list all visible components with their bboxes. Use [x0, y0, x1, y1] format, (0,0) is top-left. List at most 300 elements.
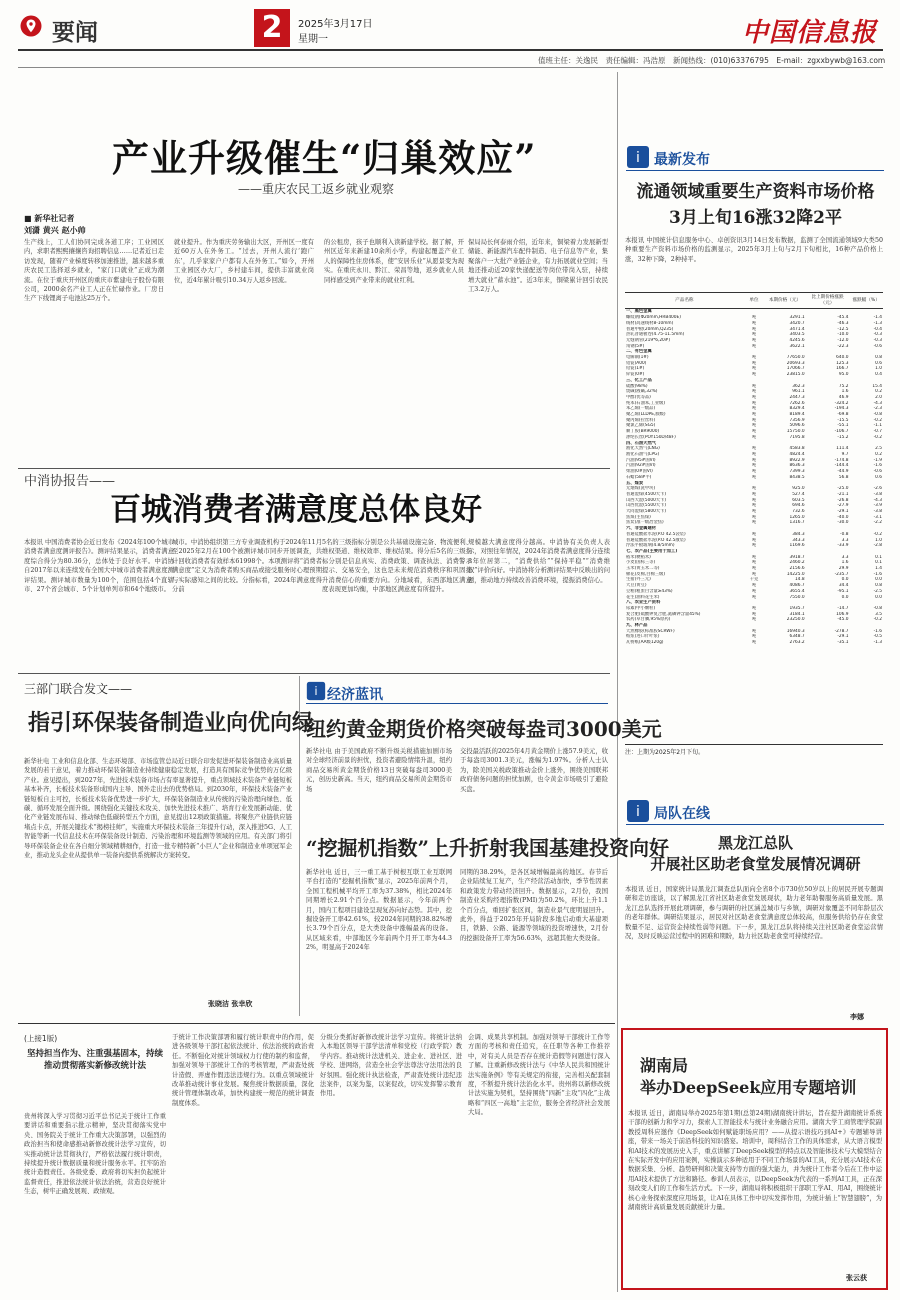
cell-change: -10.0	[837, 332, 849, 338]
cell-change: -22.3	[837, 343, 849, 349]
cell-unit: 吨	[751, 343, 757, 349]
cell-unit: 吨	[751, 588, 757, 594]
cell-change: 106.9	[836, 611, 849, 617]
cell-pct: -1.3	[873, 320, 882, 326]
cell-pct: -0.8	[873, 605, 882, 611]
cell-price: 4824.4	[789, 451, 805, 457]
cell-unit: 吨	[751, 531, 757, 537]
cell-pct: -3.1	[873, 514, 882, 520]
cell-price: 1316.7	[789, 520, 805, 526]
cell-change: 56.8	[838, 474, 849, 480]
cell-pct: 0.8	[875, 583, 882, 589]
svg-text:i: i	[636, 804, 640, 820]
cell-unit: 吨	[751, 406, 757, 412]
cell-change: -21.1	[837, 491, 849, 497]
cell-product: 花生(油料花生米)	[626, 594, 660, 600]
cell-price: 4245.6	[789, 337, 805, 343]
col-unit: 单位	[744, 293, 765, 309]
cell-price: 3291.1	[789, 315, 805, 321]
cell-change: -324.2	[834, 400, 849, 406]
cell-product: 热轧普通板卷(4.75-11.5mm)	[626, 332, 685, 338]
cell-unit: 吨	[751, 514, 757, 520]
cell-price: 23250.0	[786, 617, 805, 623]
price-table-note: 注：上期为2025年2月下旬。	[625, 749, 705, 756]
cell-price: 4086.7	[789, 583, 805, 589]
cell-change: -27.9	[837, 503, 849, 509]
price-table-row	[625, 321, 883, 327]
excavator-column-1: 新华社电 近日，三一重工基于树根互联工业互联网平台打造的“挖掘机指数”显示，2025年前两个月，全国工程机械平均开工率为37.38%，相比2024年同期增长2.91个百分点。数据显示，今年前两个月，国内工程项目建设呈现复苏向好态势。其中，挖掘设备开工率42.61%，较2024年同期的38.82%增长3.79个百分点，是大类设备中涨幅最高的设备。从区域来看，中部地区今年前两个月开工率为44.32%，明显高于2024年	[306, 869, 452, 952]
cell-pct: -2.8	[873, 543, 882, 549]
cca-column-4: 规模越大满意度得分越高。中消协有关负责人表示，对照往年情况，2024年消费者满意度得分连续8年位居第二，“消费供给”“保持平稳”“消费维权”评价向好。中消协将分析测评结果中反映出的问题，推动地方持续改善消费环境，提振消费信心。	[468, 539, 610, 584]
ribbon-team-online: 局队在线	[654, 806, 710, 822]
cell-change: -174.8	[834, 457, 849, 463]
cell-price: 16940.3	[786, 628, 805, 634]
cell-pct: 1.0	[875, 366, 882, 372]
cell-price: 8438.5	[789, 474, 805, 480]
hlj-headline-1: 黑龙江总队	[717, 834, 793, 852]
lead-column-3: 的公租房，孩子也顺利入读新建学校。据了解，开州区近年来新建10余所小学，构建起覆盖产业工人的保障性住房体系，使“安居乐业”从愿景变为现实。在重庆永川、黔江、荣昌等地，返乡就业人员同样感受到产业带来的就业红利。	[324, 239, 464, 284]
cell-product: 汽油(92#国VI)	[626, 463, 656, 469]
price-table-row	[625, 315, 883, 321]
cell-pct: -2.2	[873, 520, 882, 526]
cell-product: 四、石油天然气	[626, 440, 657, 446]
page-number: 2	[254, 9, 290, 47]
economy-rule	[306, 703, 608, 704]
cell-price: 732.6	[792, 509, 805, 515]
cell-product: 铝锭(A00)	[626, 360, 647, 366]
cell-unit: 吨	[751, 474, 757, 480]
lead-column-4: 保局局长何泰雨介绍，近年来，铜梁着力发展新型储能、新能源汽车配件制造、电子信息等产业，集聚落户一大批产业链企业，有力拓展就业空间；当地还推动近20家快递配送等岗位带岗入驻，持续增大就业“蓄水池”。近3年来，铜梁累计回引农民工3.2万人。	[468, 239, 608, 294]
cell-pct: -0.3	[873, 337, 882, 343]
cell-change: 111.4	[836, 446, 849, 452]
cell-product: 聚氯乙烯(SG5)	[626, 423, 656, 429]
cell-product: 焦煤(主焦煤)	[626, 514, 651, 520]
cell-unit: 吨	[751, 509, 757, 515]
cell-change: -144.4	[834, 463, 849, 469]
tri-headline: 指引环保装备制造业向优向绿	[28, 710, 315, 736]
cell-product: 甲醇(优等品)	[626, 394, 651, 400]
cell-product: 九、林产品	[626, 623, 648, 629]
cell-pct: 0.2	[875, 451, 882, 457]
cell-price: 8922.9	[789, 457, 805, 463]
cell-product: 玉米(黄玉米二等)	[626, 566, 660, 572]
cell-pct: -3.9	[873, 503, 882, 509]
cell-unit: 吨	[751, 315, 757, 321]
byline-reporters: 刘潇 黄兴 赵小帅	[24, 226, 86, 235]
newspaper-logo: 中国信息报	[742, 18, 878, 48]
section-rule-1	[18, 468, 610, 469]
cell-price: 2447.3	[789, 394, 805, 400]
cell-change: -30.0	[837, 520, 849, 526]
cell-price: 8189.4	[789, 412, 805, 418]
cell-product: 硫酸(98%)	[626, 383, 648, 389]
cell-price: 2460.2	[789, 560, 805, 566]
cell-product: 纸浆(进口针叶浆)	[626, 634, 660, 640]
lead-subtitle: ——重庆农民工返乡就业观察	[238, 182, 395, 196]
issue-date: 2025年3月17日	[298, 19, 373, 30]
cell-price: 5096.6	[789, 423, 805, 429]
excavator-headline: “挖掘机指数”上升折射我国基建投资向好	[306, 836, 670, 860]
cell-price: 3471.4	[789, 326, 805, 332]
cell-change: -29.1	[837, 509, 849, 515]
cell-change: -95.1	[837, 588, 849, 594]
cell-unit: 吨	[751, 628, 757, 634]
cell-unit: 吨	[751, 394, 757, 400]
cell-pct: -1.4	[873, 315, 882, 321]
cell-product: 八、农业生产资料	[626, 600, 661, 606]
team-online-icon	[626, 799, 650, 823]
cell-price: 6348.7	[789, 634, 805, 640]
cell-change: -29.1	[837, 634, 849, 640]
price-table	[625, 292, 883, 646]
cell-unit: 吨	[751, 469, 757, 475]
cell-product: 复合肥(硫酸钾复合肥,氮磷钾含量45%)	[626, 611, 701, 617]
economy-news-icon	[306, 681, 326, 701]
cell-unit: 吨	[751, 605, 757, 611]
cell-price: 527.4	[792, 491, 805, 497]
ribbon-rule-2	[626, 824, 884, 825]
cell-pct: 0.0	[875, 577, 882, 583]
cell-price: 77650.0	[786, 355, 805, 361]
cell-unit: 吨	[751, 366, 757, 372]
cell-pct: -1.9	[873, 457, 882, 463]
cell-product: 纯苯(石油苯,工业级)	[626, 400, 666, 406]
cell-price: 3403.5	[789, 332, 805, 338]
gold-headline: 纽约黄金期货价格突破每盎司3000美元	[306, 717, 662, 741]
cell-price: 7195.8	[789, 434, 805, 440]
cell-product: 一、黑色金属	[626, 309, 652, 315]
cell-product: 无烟煤(洗中块)	[626, 486, 656, 492]
cell-price: 7550.0	[789, 594, 805, 600]
cell-pct: -0.5	[873, 634, 882, 640]
continued-column-3: 分级分类抓好新修改统计法学习宣传。将统计法纳入本地区领导干部学法清单和党校（行政学院）教学内容。推动统计法进机关、进企业、进社区、进学校、进网络，营造全社会学法尊法守法用法的良好氛围。强化统计执法检查，严肃查处统计违纪违法案件，以案为鉴，以案促改，切实发挥警示教育作用。	[320, 1034, 462, 1098]
cell-change: -12.0	[837, 337, 849, 343]
cell-product: 液化天然气(LNG)	[626, 446, 660, 452]
price-table-row	[625, 509, 883, 515]
price-table-row	[625, 617, 883, 623]
cell-price: 8636.3	[789, 463, 805, 469]
cell-change: -45.0	[837, 617, 849, 623]
lead-byline	[24, 213, 86, 237]
cell-price: 362.3	[792, 383, 805, 389]
cell-product: 聚丙烯(拉丝料)	[626, 417, 656, 423]
cell-pct: -3.8	[873, 491, 882, 497]
cell-pct: 3.5	[875, 611, 882, 617]
cell-unit: 吨	[751, 560, 757, 566]
cell-product: 螺纹钢(Φ20mm,HRB400E)	[626, 315, 681, 321]
editor-credits: 值班主任：关逸民 责任编辑：冯浩原 新闻热线：(010)63376795 E-mail：zgxxbywb@163.com	[538, 56, 886, 65]
cell-price: 2763.2	[789, 640, 805, 646]
cell-unit: 千克	[749, 577, 759, 583]
cell-pct: -4.3	[873, 400, 882, 406]
cell-product: 二、有色金属	[626, 349, 652, 355]
cell-change: 1.6	[841, 389, 849, 395]
cell-pct: 2.5	[875, 446, 882, 452]
cell-price: 603.5	[792, 497, 805, 503]
cell-change: -40.0	[837, 514, 849, 520]
price-table-header	[625, 293, 883, 309]
cell-change: 0.0	[841, 577, 849, 583]
cell-unit: 吨	[751, 400, 757, 406]
cell-product: 瓦楞纸(AA级120g)	[626, 640, 664, 646]
cca-column-1: 本报讯 中国消费者协会近日发布《2024年100个城市消费者满意度测评报告》。测评结果显示，消费者满意度综合得分为80.36分，总体处于良好水平。中消协自2017年以来连续发布全国大中城市消费者满意度测评结果。测评城市数量为100个，范围包括4个直辖市、27个省会城市、5个计划单列市和64个地级市。	[24, 539, 174, 594]
cell-price: 961.1	[792, 389, 805, 395]
cell-price: 14.8	[795, 577, 805, 583]
cell-pct: -0.7	[873, 429, 882, 435]
cell-product: 稻米(粳稻米)	[626, 554, 651, 560]
header-rule	[18, 49, 883, 51]
cell-price: 7399.3	[789, 469, 805, 475]
cell-pct: 1.4	[875, 566, 882, 572]
svg-text:i: i	[636, 150, 640, 166]
cell-pct: 0.6	[875, 360, 882, 366]
svg-text:i: i	[314, 684, 318, 699]
cell-change: -44.9	[837, 469, 849, 475]
cell-unit: 吨	[751, 337, 757, 343]
cell-unit: 吨	[751, 583, 757, 589]
cell-product: 普通混煤(4500大卡)	[626, 491, 667, 497]
price-table-row	[625, 589, 883, 595]
cell-change: 3.3	[841, 537, 849, 543]
cell-unit: 吨	[751, 594, 757, 600]
cell-unit: 吨	[751, 383, 757, 389]
ribbon-rule	[626, 170, 884, 171]
cell-change: -194.3	[834, 406, 849, 412]
cell-price: 3655.4	[789, 588, 805, 594]
price-table-row	[625, 338, 883, 344]
cell-unit: 吨	[751, 491, 757, 497]
latest-release-icon	[626, 145, 650, 169]
cell-product: 焦炭(准一级冶金焦)	[626, 520, 664, 526]
lead-column-2: 就业提升。作为重庆劳务输出大区，开州区一度有近60万人在外务工。“过去，开州人流行‘跑广东’，几乎家家户户都有人在外务工。”如今，开州工业园区办大厂，乡村建车间，提供丰富就业岗位，近4年累计吸引10.34万人返乡回流。	[174, 239, 314, 284]
cell-product: 大同混煤(5800大卡)	[626, 509, 667, 515]
byline-agency: ■ 新华社记者	[24, 214, 75, 223]
cell-pct: -0.2	[873, 417, 882, 423]
hunan-headline-1: 湖南局	[640, 1056, 689, 1075]
gold-column-2: 交投最活跃的2025年4月黄金期价上涨57.9美元，收于每盎司3001.3美元，涨幅为1.97%。分析人士认为，除美国关税政策推动金价上涨外，围绕美国联邦政府债务问题的担忧加剧，也令黄金市场吸引了避险买盘。	[460, 748, 608, 793]
cell-price: 2156.6	[789, 566, 805, 572]
cell-pct: -0.2	[873, 531, 882, 537]
right-column-divider	[617, 72, 618, 1292]
cell-product: 电解铜(1#)	[626, 355, 649, 361]
issue-weekday: 星期一	[298, 34, 328, 45]
cell-pct: -0.6	[873, 343, 882, 349]
cell-change: 640.0	[836, 355, 849, 361]
cell-change: -15.2	[837, 434, 849, 440]
cell-pct: -3.8	[873, 509, 882, 515]
hlj-headline-2: 开展社区助老食堂发展情况调研	[650, 855, 861, 873]
cell-change: -69.8	[837, 412, 849, 418]
col-price: 本期价格（元）	[764, 293, 805, 309]
lead-column-1: 生产线上，工人们协同完成各道工序；工业园区内，求职者熙熙攘攘咨询招聘信息……记者近日走访发现，随着产业梯度转移加速推进，越来越多重庆农民工选择返乡就业，“家门口就业”正成为潮流。在位于重庆开州区的重庆市紫建电子股份有限公司，2000余名产业工人正在忙碌作业。厂房日生产下线锂离子电池达25万个。	[24, 239, 164, 303]
header-sub-rule	[18, 67, 883, 68]
cell-product: 五、煤炭	[626, 480, 644, 486]
continued-subhead: 坚持担当作为、注重强基固本，持续推动贯彻落实新修改统计法	[26, 1049, 163, 1071]
cell-change: -45.4	[837, 315, 849, 321]
cell-change: 29.9	[838, 566, 849, 572]
cell-pct: -0.6	[873, 469, 882, 475]
cell-change: -35.1	[837, 640, 849, 646]
cell-unit: 吨	[751, 355, 757, 361]
cell-pct: -0.8	[873, 412, 882, 418]
section-name: 要闻	[52, 19, 98, 46]
cell-product: 尿素(中小颗粒)	[626, 605, 656, 611]
cell-unit: 吨	[751, 457, 757, 463]
cell-price: 1935.7	[789, 605, 805, 611]
cell-product: 无缝钢管(219*6,20#)	[626, 337, 671, 343]
price-table-body	[625, 309, 883, 646]
cell-pct: -2.3	[873, 406, 882, 412]
cell-unit: 吨	[751, 463, 757, 469]
cell-unit: 吨	[751, 571, 757, 577]
cell-pct: 0.6	[875, 474, 882, 480]
cell-unit: 吨	[751, 326, 757, 332]
cell-price: 3184.1	[789, 611, 805, 617]
location-pin-icon	[20, 15, 42, 37]
cell-price: 3420.7	[789, 320, 805, 326]
ribbon-latest-release: 最新发布	[654, 152, 710, 168]
cell-price: 14225.0	[786, 571, 805, 577]
cell-pct: -1.6	[873, 628, 882, 634]
cell-pct: -1.1	[873, 423, 882, 429]
cell-unit: 吨	[751, 543, 757, 549]
cell-unit: 吨	[751, 451, 757, 457]
cell-unit: 吨	[751, 389, 757, 395]
cell-product: 大豆(黄豆)	[626, 583, 647, 589]
cell-pct: 0.4	[875, 372, 882, 378]
price-table-row	[625, 532, 883, 538]
gold-column-1: 新华社电 由于美国政府不断升级关税措施加剧市场对全球经济前景的担忧，投资者避险情绪升温，纽约商品交易所黄金期货价格13日突破每盎司3000美元，创历史新高。当天，纽约商品交易所黄金期货市场	[306, 748, 452, 793]
cca-headline: 百城消费者满意度总体良好	[110, 492, 482, 528]
cell-price: 23815.0	[786, 372, 805, 378]
cell-change: -14.7	[837, 605, 849, 611]
cell-product: 烧碱(液碱,32%)	[626, 389, 658, 395]
hunan-body: 本报讯 近日，湖南局举办2025年第1期(总第24期)湖南统计讲坛，旨在提升湖南统计系统干部的创新力和学习力，探索人工智能技术与统计业务融合应用。湖南大学工商管理学院副教授周科应邀作《DeepSeek如何赋能职场应用？——从提示语技巧到AI+》专题辅导讲座，带来一场关于前沿科技的知识盛宴。培训中，周科结合工作的具体需求，从大语言模型和AI技术的发展历史入手，重点讲解了DeepSeek模型的特点以及智能体技术与大模型结合在实际开发中的应用案例，实操演示多种适用于不同工作场景的AI工具，充分展示AI技术在数据采集、分析、趋势研判和决策支持等方面的强大能力，并为统计工作者今后在工作中运用AI技术提供了方法和路径。参训人员表示，以DeepSeek为代表的一系列AI工具，正在深刻改变人们的工作和生活方式。下一步，湖南局将积极组织干部职工学AI、用AI，围绕统计核心业务探索深度应用场景，让AI在具体工作中切实发挥作用，为统计插上“智慧翅膀”，为湖南统计高质量发展贡献统计力量。	[628, 1110, 882, 1212]
cell-unit: 吨	[751, 640, 757, 646]
cell-price: 4583.8	[789, 446, 805, 452]
cell-change: -46.3	[837, 320, 849, 326]
cell-product: 石蜡(58#半)	[626, 474, 652, 480]
cell-product: 柴油(0#国VI)	[626, 469, 653, 475]
cell-unit: 吨	[751, 503, 757, 509]
cell-change: 125.3	[836, 360, 849, 366]
cell-unit: 吨	[751, 434, 757, 440]
hlj-signature: 李娜	[850, 1013, 864, 1021]
lead-headline: 产业升级催生“归巢效应”	[112, 136, 537, 180]
cell-price: 1169.6	[789, 543, 805, 549]
cell-pct: -0.4	[873, 326, 882, 332]
table-bottom-rule	[625, 744, 883, 745]
cell-price: 384.3	[792, 531, 805, 537]
cell-product: 聚乙烯(LLDPE,膜级)	[626, 412, 666, 418]
cell-price: 7356.9	[789, 417, 805, 423]
continued-column-1: 贵州将深入学习贯彻习近平总书记关于统计工作重要讲话和重要指示批示精神，坚决贯彻落实党中央、国务院关于统计工作重大决策部署，以强烈的政治担当和使命感推动新修改统计法学习宣传，切实推动统计法贯彻执行，严格依法履行统计职责，持续提升统计数据质量和统计服务水平。扛牢防治统计造假责任。各级党委、政府将切实担负起统计监督责任，推进依法统计依法治统，营造良好统计生态，树牢正确发展观、政绩观。	[24, 1113, 166, 1196]
cell-unit: 吨	[751, 332, 757, 338]
cell-product: 线材(高速线材8-10mm)	[626, 320, 674, 326]
section-rule-3	[18, 1023, 615, 1024]
cell-pct: -4.3	[873, 497, 882, 503]
cell-pct: -0.2	[873, 434, 882, 440]
cell-price: 694.6	[792, 503, 805, 509]
tri-signature: 张晓洁 张幸欣	[208, 1000, 253, 1008]
cell-product: 汽油(95#国VI)	[626, 457, 656, 463]
cell-price: 15750.0	[786, 429, 805, 435]
price-table-row	[625, 520, 883, 526]
cell-unit: 吨	[751, 417, 757, 423]
price-headline-1: 流通领域重要生产资料市场价格	[636, 182, 875, 202]
cell-change: -55.1	[837, 423, 849, 429]
cell-product: 普通中板(20mm,Q235)	[626, 326, 674, 332]
cell-unit: 吨	[751, 537, 757, 543]
cell-change: -25.0	[837, 486, 849, 492]
cell-unit: 吨	[751, 429, 757, 435]
cell-product: 液化石油气(LPG)	[626, 451, 660, 457]
cell-change: 34.4	[838, 583, 849, 589]
cell-product: 天然橡胶(标准胶SCRWF)	[626, 628, 675, 634]
cell-pct: 2.0	[875, 394, 882, 400]
cell-change: -15.5	[837, 417, 849, 423]
cell-pct: 15.4	[872, 383, 882, 389]
cell-unit: 吨	[751, 554, 757, 560]
cell-product: 锌锭(0#)	[626, 372, 645, 378]
cell-product: 山西大混(5000大卡)	[626, 497, 667, 503]
cell-price: 1265.0	[789, 514, 805, 520]
cell-pct: 0.2	[875, 389, 882, 395]
price-table-row	[625, 492, 883, 498]
cell-pct: -0.2	[873, 617, 882, 623]
price-table-row	[625, 412, 883, 418]
cell-change: -106.7	[834, 429, 849, 435]
cca-column-3: 5名的三级指标分别是公共基础设施完备、物流便利、维权渠道、维权效率、维权结果。得分后5名的三级指标分别是信息真实、消费政策、调查执法、消费警示提示、交易安全，这也是未来规范消费秩序和巩固提升消费信心的重要方向。分地域看，东西部地区满意度表现更加均衡，中部地区满意度有所提升。	[322, 539, 472, 594]
cell-price: 17066.7	[786, 366, 805, 372]
cell-unit: 吨	[751, 360, 757, 366]
cell-unit: 吨	[751, 497, 757, 503]
cell-price: 7262.6	[789, 400, 805, 406]
cell-unit: 吨	[751, 320, 757, 326]
cell-price: 3622.1	[789, 343, 805, 349]
cell-price: 925.0	[792, 486, 805, 492]
cell-price: 343.3	[792, 537, 805, 543]
cell-change: 166.7	[836, 366, 849, 372]
cell-price: 3918.7	[789, 554, 805, 560]
cell-unit: 吨	[751, 520, 757, 526]
cell-unit: 吨	[751, 486, 757, 492]
cell-unit: 吨	[751, 423, 757, 429]
cell-product: 山西优混(5500大卡)	[626, 503, 667, 509]
hlj-body: 本报讯 近日，国家统计局黑龙江调查总队面向全省8个市730位50岁以上的居民开展专题调研和走访座谈，以了解黑龙江省社区助老食堂发展现状，助力老年助餐服务高质量发展。黑龙江总队选择开展此项调研，参与调研的社区涵盖城市与乡镇，调研对象覆盖不同年龄层次的老年群体。调研结果显示，居民对社区助老食堂满意度总体较高，但服务供给仍存在食堂数量不足、运营资金持续性弱等问题。下一步，黑龙江总队将持续关注社区助老食堂运营情况，及时反映运营过程中的困难和期盼，助力社区助老食堂可持续经营。	[625, 886, 883, 941]
cell-product: 七、农产品(主要用于加工)	[626, 548, 678, 554]
cell-product: 生猪(外三元)	[626, 577, 651, 583]
cell-unit: 吨	[751, 412, 757, 418]
cell-pct: -1.6	[873, 463, 882, 469]
cell-product: 农药(草甘膦,95%原药)	[626, 617, 671, 623]
continued-column-4: 会调、成果共享机制。加强对领导干部统计工作等方面的考核和责任追究，在任职等各种工作推荐中，对有关人员是否存在统计造假等问题进行深入了解。注重新修改统计法与《中华人民共和国统计法实施条例》等有关规定的衔接，完善相关配套制度，不断提升统计法治化水平。贵州将以新修改统计法实施为契机，坚持围绕“四新”主攻“四化”主战略和“四区一高地”主定位，服务全省经济社会发展大局。	[468, 1034, 610, 1117]
col-pct: 涨跌幅（%）	[849, 293, 883, 309]
col-product: 产品名称	[625, 293, 744, 309]
cell-pct: -2.6	[873, 486, 882, 492]
price-headline-2: 3月上旬16涨32降2平	[669, 208, 842, 228]
cell-change: 9.7	[841, 451, 849, 457]
cell-change: -278.7	[834, 628, 849, 634]
cell-unit: 吨	[751, 372, 757, 378]
tri-kicker: 三部门联合发文——	[24, 682, 133, 696]
cell-pct: -1.6	[873, 571, 882, 577]
cell-change: -26.8	[837, 497, 849, 503]
cell-pct: 0.0	[875, 594, 882, 600]
cell-change: 0.0	[841, 594, 849, 600]
cell-product: 三、化工产品	[626, 377, 652, 383]
cell-product: 铅锭(1#)	[626, 366, 645, 372]
